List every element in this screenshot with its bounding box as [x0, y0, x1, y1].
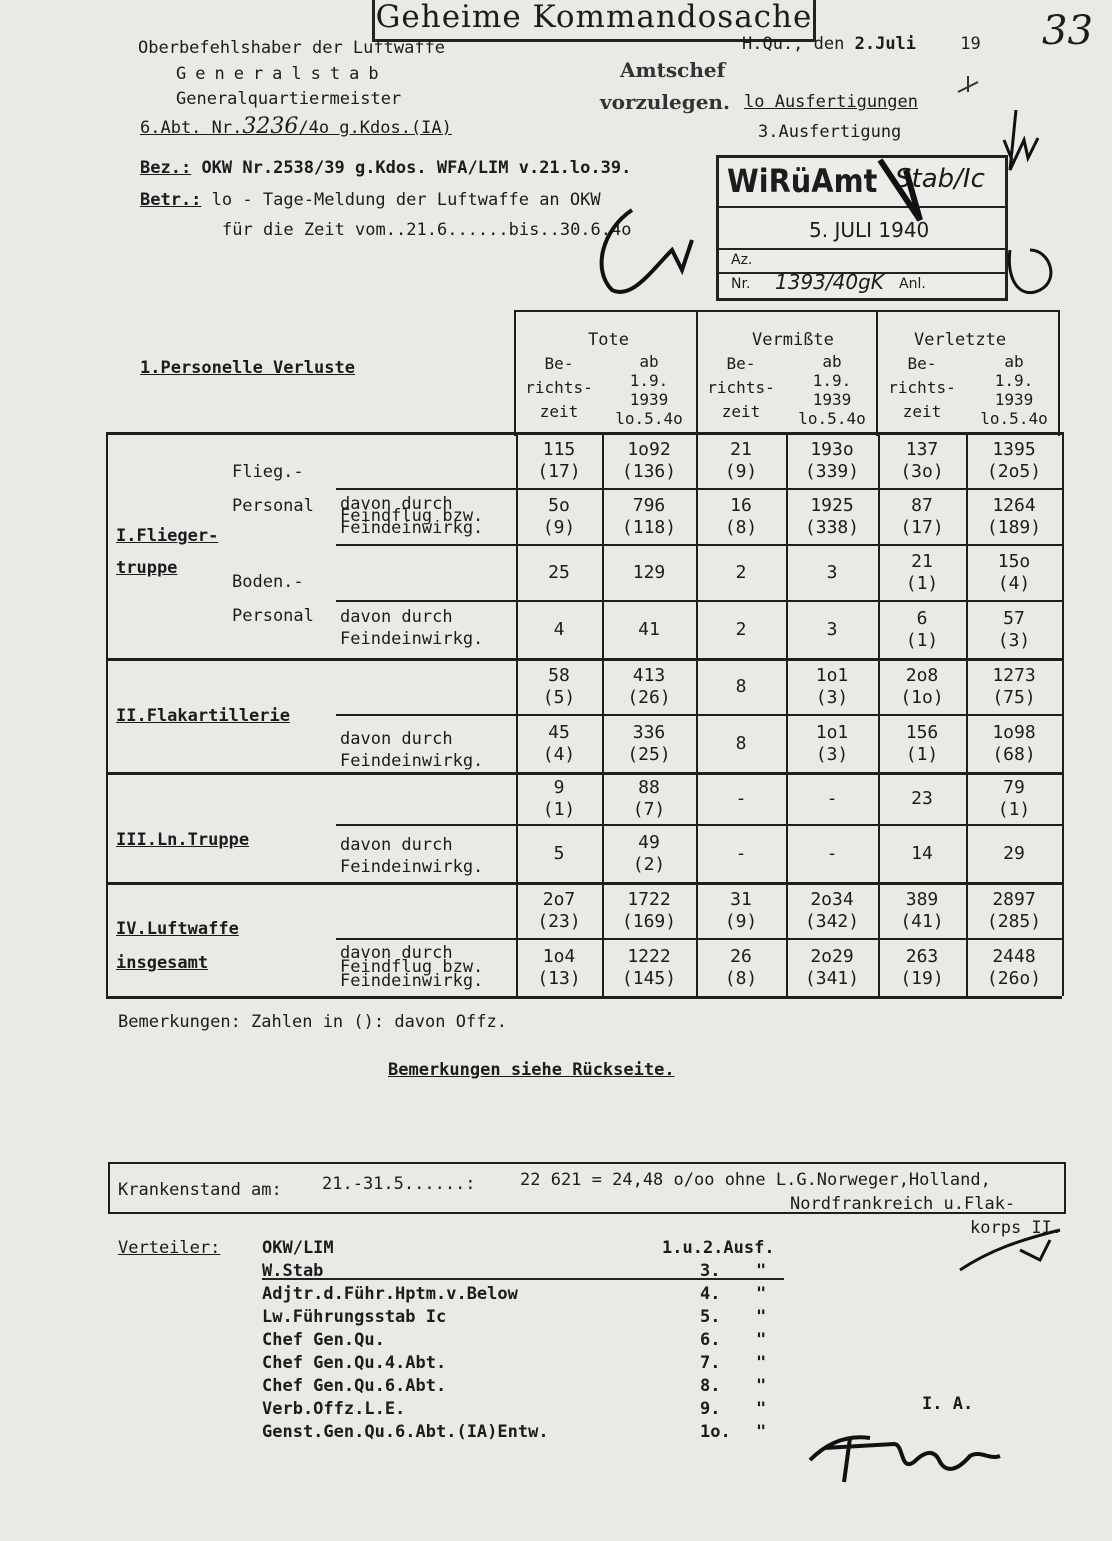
header-vermisste: Vermißte	[752, 330, 834, 350]
subheader-4: Be- richts- zeit	[888, 354, 956, 421]
table-cell: 4	[553, 619, 565, 640]
subheader-5: ab 1.9. 1939 lo.5.4o	[980, 352, 1048, 428]
verteiler-copy-number: 5.	[700, 1307, 721, 1327]
table-cell: 336 (25)	[627, 722, 671, 765]
verteiler-ditto: "	[756, 1353, 767, 1373]
table-cell: 2	[735, 562, 747, 583]
header-verletzte: Verletzte	[914, 330, 1007, 350]
subheader-3: ab 1.9. 1939 lo.5.4o	[798, 352, 866, 428]
verteiler-ditto: "	[756, 1261, 767, 1281]
bez-text: OKW Nr.2538/39 g.Kdos. WFA/LIM v.21.lo.39.	[201, 158, 632, 178]
table-cell: 15o (4)	[997, 551, 1031, 594]
krankenstand-line-3: korps II.	[970, 1218, 1063, 1238]
verteiler-copy-number: 4.	[700, 1284, 721, 1304]
table-cell: 9 (1)	[542, 777, 576, 820]
table-cell: 21 (9)	[724, 439, 758, 482]
group-flakartillerie: II.Flakartillerie	[116, 706, 290, 726]
verteiler-ditto: "	[756, 1330, 767, 1350]
table-cell: 8	[735, 733, 747, 754]
table-cell: 79 (1)	[997, 777, 1031, 820]
verteiler-ditto: "	[756, 1284, 767, 1304]
verteiler-copy-number: 7.	[700, 1353, 721, 1373]
verteiler-label: Verteiler:	[118, 1238, 221, 1258]
table-cell: 3	[826, 562, 838, 583]
table-cell: 129	[632, 562, 666, 583]
wiru-handwritten: Stab/Ic	[895, 164, 985, 194]
remarks: Bemerkungen: Zahlen in (): davon Offz.	[118, 1012, 507, 1032]
org-line-1: Oberbefehlshaber der Luftwaffe	[138, 38, 446, 58]
place-date-day: 2.Juli	[854, 34, 917, 54]
wiru-date: 5. JULI 1940	[809, 218, 930, 242]
table-cell: -	[826, 843, 838, 864]
table-cell: 31 (9)	[724, 889, 758, 932]
label-personal-2: Personal	[232, 606, 314, 626]
table-cell: 5o (9)	[542, 495, 576, 538]
verteiler-entry: Chef Gen.Qu.4.Abt.	[262, 1353, 447, 1373]
table-cell: 5	[553, 843, 565, 864]
table-cell: 2448 (26o)	[986, 946, 1042, 989]
verteiler-entry: Verb.Offz.L.E.	[262, 1399, 406, 1419]
group-fliegertruppe: I.Flieger- truppe	[116, 526, 219, 578]
period-bis: bis	[508, 220, 540, 240]
table-cell: 1925 (338)	[804, 495, 860, 538]
verteiler-ditto: "	[756, 1399, 767, 1419]
group-ln-truppe: III.Ln.Truppe	[116, 830, 250, 850]
bez-label: Bez.:	[140, 158, 192, 178]
verteiler-copy-number: 9.	[700, 1399, 721, 1419]
table-cell: 1722 (169)	[621, 889, 677, 932]
copies-count: lo Ausfertigungen	[744, 92, 918, 112]
group-luftwaffe-insgesamt: IV.Luftwaffe insgesamt	[116, 919, 239, 973]
betr-text: lo - Tage-Meldung der Luftwaffe an OKW	[211, 190, 601, 210]
label-davon-feindeinwirkg-3: davon durch Feindeinwirkg.	[340, 835, 484, 877]
label-personal-1: Personal	[232, 496, 314, 516]
file-ref-handwritten: 3236	[242, 114, 299, 139]
verteiler-copy-number: 3.	[700, 1261, 721, 1281]
table-cell: 1273 (75)	[992, 665, 1036, 708]
table-cell: 2o8 (1o)	[900, 665, 944, 708]
wiru-title: WiRüAmt	[727, 162, 878, 200]
verteiler-ditto: "	[756, 1422, 767, 1442]
table-cell: 6 (1)	[905, 608, 939, 651]
table-cell: 389 (41)	[900, 889, 944, 932]
table-cell: 23	[911, 788, 933, 809]
table-cell: 49 (2)	[632, 832, 666, 875]
table-cell: 41	[638, 619, 660, 640]
table-cell: 193o (339)	[804, 439, 860, 482]
table-cell: 58 (5)	[542, 665, 576, 708]
label-davon-feindflug-2: davon durch Feindflug bzw. Feindeinwirkg.	[340, 943, 484, 991]
label-flieg: Flieg.-	[232, 462, 304, 482]
table-bottom-border	[106, 996, 1062, 999]
verteiler-copy-number: 1o.	[700, 1422, 731, 1442]
org-line-3: Generalquartiermeister	[176, 89, 402, 109]
subheader-1: ab 1.9. 1939 lo.5.4o	[615, 352, 683, 428]
krankenstand-value: 22 621 = 24,48 o/oo ohne L.G.Norweger,Holland,	[520, 1170, 991, 1190]
table-cell: 2o7 (23)	[537, 889, 581, 932]
table-cell: 3	[826, 619, 838, 640]
table-cell: 1o1 (3)	[815, 722, 849, 765]
table-cell: 14	[911, 843, 933, 864]
verteiler-ditto: "	[756, 1307, 767, 1327]
copy-number: 3.Ausfertigung	[758, 122, 902, 142]
table-cell: 2o29 (341)	[804, 946, 860, 989]
table-left-border	[106, 432, 108, 996]
table-cell: 1395 (2o5)	[986, 439, 1042, 482]
subheader-2: Be- richts- zeit	[707, 354, 775, 421]
label-davon-feindeinwirkg-1: davon durch Feindeinwirkg.	[340, 607, 484, 649]
table-cell: 1o4 (13)	[537, 946, 581, 989]
table-cell: 87 (17)	[900, 495, 944, 538]
verteiler-entry: Chef Gen.Qu.	[262, 1330, 385, 1350]
table-cell: 1o1 (3)	[815, 665, 849, 708]
wiru-az-label: Az.	[731, 252, 753, 268]
table-cell: 2897 (285)	[986, 889, 1042, 932]
table-cell: 2	[735, 619, 747, 640]
page-number: 33	[1042, 8, 1093, 54]
verteiler-entry: Chef Gen.Qu.6.Abt.	[262, 1376, 447, 1396]
classification-stamp: Geheime Kommandosache	[372, 0, 816, 42]
table-cell: 1o98 (68)	[992, 722, 1036, 765]
krankenstand-label: Krankenstand am:	[118, 1180, 282, 1200]
period-from: 21.6.	[406, 220, 458, 240]
table-cell: 413 (26)	[627, 665, 671, 708]
verteiler-entry: OKW/LIM	[262, 1238, 334, 1258]
amtschef-stamp-line-2: vorzulegen.	[600, 90, 730, 114]
file-ref-suffix: /4o g.Kdos.(IA)	[298, 118, 452, 138]
table-cell: 115 (17)	[537, 439, 581, 482]
place-date-year: 19	[960, 34, 981, 54]
table-cell: 156 (1)	[905, 722, 939, 765]
label-boden: Boden.-	[232, 572, 304, 592]
verteiler-copy-number: 6.	[700, 1330, 721, 1350]
table-cell: 263 (19)	[900, 946, 944, 989]
table-cell: -	[735, 788, 747, 809]
header-tote: Tote	[588, 330, 629, 350]
column-rule	[1062, 432, 1064, 996]
signature-prefix: I. A.	[922, 1394, 974, 1414]
table-cell: -	[735, 843, 747, 864]
table-cell: 45 (4)	[542, 722, 576, 765]
verteiler-entry: Adjtr.d.Führ.Hptm.v.Below	[262, 1284, 518, 1304]
table-cell: 21 (1)	[905, 551, 939, 594]
krankenstand-line-2: Nordfrankreich u.Flak-	[790, 1194, 1016, 1214]
verteiler-entry: Lw.Führungsstab Ic	[262, 1307, 447, 1327]
label-davon-feindeinwirkg-2: davon durch Feindeinwirkg.	[340, 729, 484, 771]
wiru-nr-value: 1393/40gK	[775, 270, 884, 294]
table-cell: 29	[1003, 843, 1025, 864]
table-cell: 1222 (145)	[621, 946, 677, 989]
remarks-back: Bemerkungen siehe Rückseite.	[388, 1060, 675, 1080]
table-cell: 1o92 (136)	[621, 439, 677, 482]
table-cell: 8	[735, 676, 747, 697]
krankenstand-date: 21.-31.5......:	[322, 1174, 476, 1194]
wiru-anl-label: Anl.	[899, 276, 926, 292]
table-cell: 26 (8)	[724, 946, 758, 989]
table-cell: 88 (7)	[632, 777, 666, 820]
verteiler-copy-number: 1.u.2.Ausf.	[662, 1238, 775, 1258]
period-label: für die Zeit vom	[222, 220, 386, 240]
betr-label: Betr.:	[140, 190, 202, 210]
table-cell: 57 (3)	[997, 608, 1031, 651]
place-date-prefix: H.Qu., den	[742, 34, 845, 54]
subheader-0: Be- richts- zeit	[525, 354, 593, 421]
file-ref-prefix: 6.Abt. Nr.	[140, 118, 243, 138]
verteiler-ditto: "	[756, 1376, 767, 1396]
wiru-nr-label: Nr.	[731, 276, 751, 292]
period-line: für die Zeit vom..21.6......bis..30.6.4o	[222, 220, 632, 240]
org-line-2: Generalstab	[176, 64, 388, 84]
table-cell: 25	[548, 562, 570, 583]
label-davon-feindflug-1: davon durch Feindflug bzw. Feindeinwirkg.	[340, 494, 484, 538]
table-cell: 1264 (189)	[986, 495, 1042, 538]
verteiler-entry: Genst.Gen.Qu.6.Abt.(IA)Entw.	[262, 1422, 549, 1442]
table-cell: 16 (8)	[724, 495, 758, 538]
verteiler-copy-number: 8.	[700, 1376, 721, 1396]
verteiler-entry: W.Stab	[262, 1261, 324, 1281]
period-to: 30.6.4o	[559, 220, 632, 240]
table-cell: 137 (3o)	[900, 439, 944, 482]
section-title: 1.Personelle Verluste	[140, 358, 355, 378]
amtschef-stamp-line-1: Amtschef	[620, 58, 726, 82]
table-cell: 2o34 (342)	[804, 889, 860, 932]
table-cell: 796 (118)	[621, 495, 677, 538]
table-cell: -	[826, 788, 838, 809]
